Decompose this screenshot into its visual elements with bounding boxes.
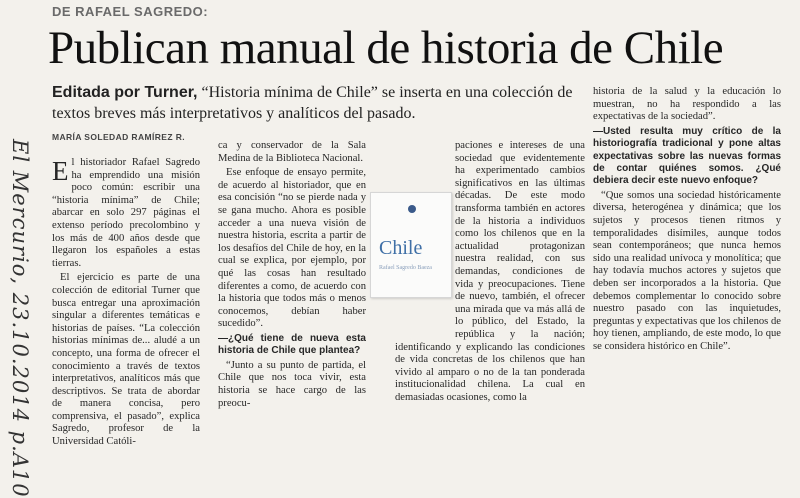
column-1: [52, 157, 200, 451]
book-author: Rafael Sagredo Baeza: [379, 265, 432, 271]
column-4: [593, 86, 781, 356]
paragraph: El ejercicio es parte de una colección de editorial Turner que busca entregar una aproximación singular a diferentes temáticas e historias de países. “La colección historias mínimas de... aludé a un concepto, una forma de ofrecer el conocimiento a través de textos interpretativos, analíticos más que descriptivos. Se trata de abordar de manera concisa, pero comprensiva, el pasado”, explica Sagredo, profesor de la Universidad Católi-: [52, 272, 200, 448]
paragraph: [52, 157, 200, 270]
interview-question: —Usted resulta muy crítico de la historiografía tradicional y pone altas expectativas sobre las nuevas formas de contar quiénes somos. ¿Qué debiera decir este nuevo enfoque?: [593, 125, 781, 187]
interview-question: —¿Qué tiene de nueva esta historia de Chile que plantea?: [218, 332, 366, 357]
publisher-logo-icon: [408, 205, 416, 213]
dropcap: E: [52, 156, 69, 186]
kicker: DE RAFAEL SAGREDO:: [52, 4, 209, 19]
paragraph: “Junto a su punto de partida, el Chile que nos toca vivir, esta historia se hace cargo de las preocu-: [218, 359, 366, 409]
paragraph: Ese enfoque de ensayo permite, de acuerdo al historiador, que en esa concisión “no se pierde nada y se gana mucho. Ahora es posible acceder a una nueva visión de nuestra historia, escrita a partir de los desafíos del Chile de hoy, en la cual se explica, por ejemplo, por qué las cosas han resultado diferentes a como, de acuerdo con la historia que todos más o menos conocemos, debían haber sucedido”.: [218, 167, 366, 330]
paragraph: ca y conservador de la Sala Medina de la Biblioteca Nacional.: [218, 140, 366, 164]
book-cover-image: [370, 192, 452, 298]
deck-lead: Editada por Turner,: [52, 84, 198, 101]
book-title: Chile: [379, 237, 423, 259]
deck-text: “Historia mínima de Chile” se inserta en una colección de textos breves más interpretativos y analíticos del pasado.: [52, 84, 573, 122]
column-2: [218, 140, 366, 412]
handwritten-note: El Mercurio, 23.10.2014 p.A10: [8, 139, 32, 498]
headline: Publican manual de historia de Chile: [48, 22, 724, 74]
deck: [52, 82, 592, 124]
paragraph-text: l historiador Rafael Sagredo ha emprendido una misión poco común: escribir una “historia mínima” de Chile; abarcar en solo 297 páginas el extenso período precolombino y los más de 400 años desde que llegaron los españoles a estas tierras.: [52, 157, 200, 269]
paragraph: “Que somos una sociedad históricamente diversa, heterogénea y dinámica; que los sujetos y procesos tienen ritmos y temporalidades disímiles, aunque todos sean contemporáneos; que nunca hemos sido una realidad unívoca y monolítica; que hay todavía muchos actores y sujetos que deben ser incorporados a la historia. Que debemos complementar lo conocido sobre nuestro pasado con las inquietudes, preguntas y expectativas que los chilenos de hoy tienen, ampliando, de este modo, lo que se considera histórico en Chile”.: [593, 189, 781, 352]
paragraph: historia de la salud y la educación lo muestran, no ha respondido a las expectativas de la sociedad”.: [593, 86, 781, 123]
paragraph: paciones e intereses de una sociedad que evidentemente ha experimentado cambios significativos en las últimas décadas. De este modo transforma también en actores de la historia a individuos como los chilenos que en la actualidad protagonizan nuestra realidad, con sus demandas, condiciones de vida y preocupaciones. Tiene de nuevo, también, el ofrecer una mirada que va más allá de lo público, del Estado, la república y la nación; identificando y explicando las condiciones de vida concretas de los chilenos que han vivido al amparo o no de la tan ponderada institucionalidad chilena. La cual en demasiadas ocasiones, como la: [395, 140, 585, 403]
byline: MARÍA SOLEDAD RAMÍREZ R.: [52, 132, 186, 142]
